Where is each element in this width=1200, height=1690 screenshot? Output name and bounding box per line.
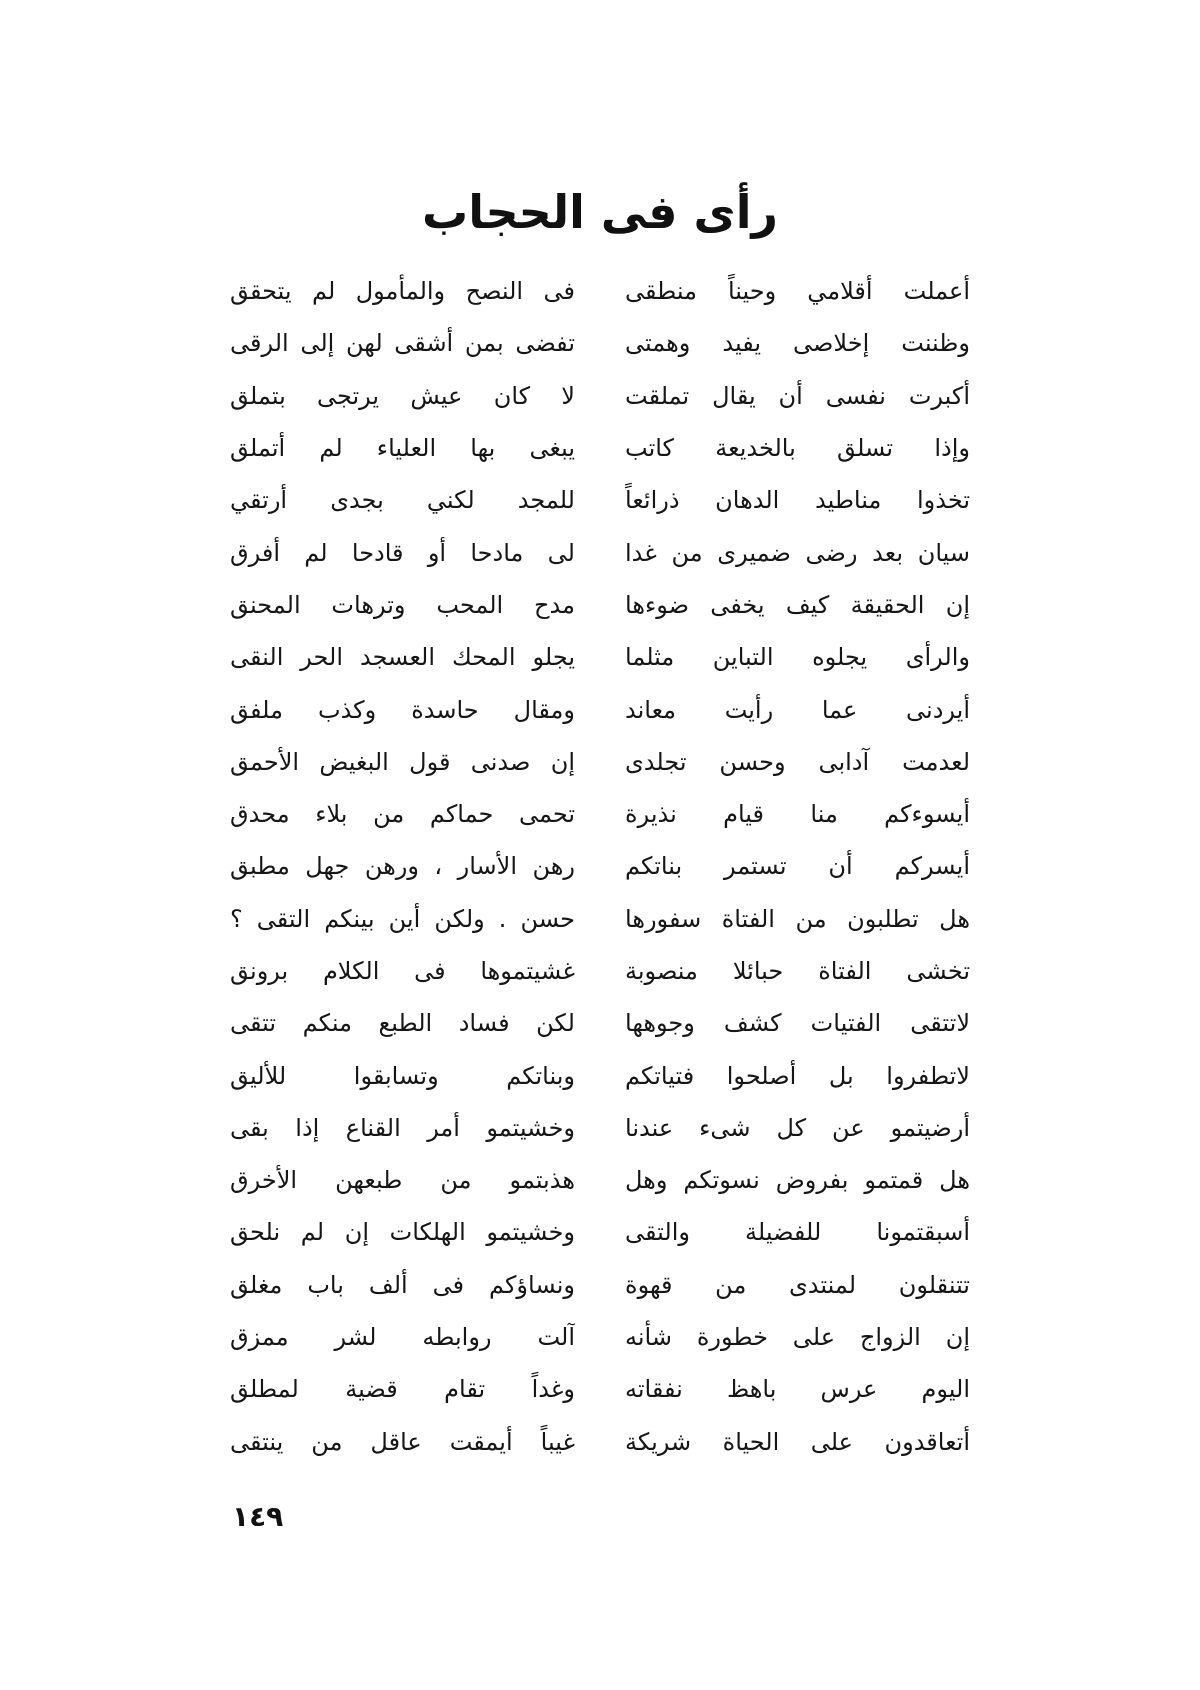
verse-line (230, 683, 970, 735)
verse-second-hemistich: تفضى بمن أشقى لهن إلى الرقى (230, 329, 575, 358)
verse-first-hemistich: اليوم عرس باهظ نفقاته (625, 1375, 970, 1404)
verse-first-hemistich: تخشى الفتاة حبائلا منصوبة (625, 957, 970, 985)
verse-first-hemistich: هل قمتمو بفروض نسوتكم وهل (625, 1166, 970, 1195)
verse-line (230, 474, 970, 526)
verse-second-hemistich: غشيتموها فى الكلام برونق (230, 957, 575, 985)
verse-second-hemistich: لكن فساد الطبع منكم تتقى (230, 1009, 575, 1038)
verse-first-hemistich: إن الحقيقة كيف يخفى ضوءها (625, 590, 970, 619)
verse-second-hemistich: وبناتكم وتسابقوا للأليق (230, 1061, 575, 1090)
verse-line (230, 579, 970, 631)
verse-first-hemistich: والرأى يجلوه التباين مثلما (625, 643, 970, 672)
verse-second-hemistich: ومقال حاسدة وكذب ملفق (230, 695, 575, 724)
verse-first-hemistich: أيسركم أن تستمر بناتكم (625, 852, 970, 881)
verse-line (230, 370, 970, 422)
verse-second-hemistich: إن صدنى قول البغيض الأحمق (230, 747, 575, 776)
verse-first-hemistich: تتنقلون لمنتدى من قهوة (625, 1270, 970, 1299)
verse-second-hemistich: لا كان عيش يرتجى بتملق (230, 381, 575, 410)
verse-second-hemistich: يجلو المحك العسجد الحر النقى (230, 643, 575, 672)
verse-line (230, 1206, 970, 1258)
verse-first-hemistich: لاتطفروا بل أصلحوا فتياتكم (625, 1061, 970, 1090)
verse-first-hemistich: أرضيتمو عن كل شىء عندنا (625, 1113, 970, 1142)
verse-second-hemistich: تحمى حماكم من بلاء محدق (230, 800, 575, 829)
verse-line (230, 1154, 970, 1206)
verse-line (230, 1363, 970, 1415)
verse-second-hemistich: رهن الأسار ، ورهن جهل مطبق (230, 852, 575, 881)
verse-second-hemistich: آلت روابطه لشر ممزق (230, 1323, 575, 1352)
verse-second-hemistich: لى مادحا أو قادحا لم أفرق (230, 538, 575, 567)
verse-first-hemistich: سيان بعد رضى ضميرى من غدا (625, 538, 970, 567)
verse-second-hemistich: للمجد لكني بجدى أرتقي (230, 486, 575, 515)
verse-line (230, 317, 970, 369)
verse-first-hemistich: أيسوءكم منا قيام نذيرة (625, 800, 970, 829)
verse-second-hemistich: وغداً تقام قضية لمطلق (230, 1375, 575, 1404)
verse-line (230, 893, 970, 945)
verse-first-hemistich: هل تطلبون من الفتاة سفورها (625, 904, 970, 933)
verse-line (230, 631, 970, 683)
verse-first-hemistich: أعملت أقلامي وحيناً منطقى (625, 277, 970, 306)
verse-line (230, 1102, 970, 1154)
verse-line (230, 1416, 970, 1468)
verse-first-hemistich: تخذوا مناطيد الدهان ذرائعاً (625, 486, 970, 515)
verse-line (230, 997, 970, 1049)
verse-first-hemistich: وظننت إخلاصى يفيد وهمتى (625, 329, 970, 358)
verse-first-hemistich: أتعاقدون على الحياة شريكة (625, 1427, 970, 1456)
verse-line (230, 265, 970, 317)
verse-first-hemistich: لعدمت آدابى وحسن تجلدى (625, 747, 970, 776)
verse-second-hemistich: يبغى بها العلياء لم أتملق (230, 434, 575, 463)
verse-line (230, 1049, 970, 1101)
page-number: ١٤٩ (232, 1500, 284, 1533)
poem-body (230, 265, 970, 1495)
verse-second-hemistich: هذبتمو من طبعهن الأخرق (230, 1166, 575, 1195)
verse-second-hemistich: حسن . ولكن أين بينكم التقى ؟ (230, 904, 575, 933)
verse-second-hemistich: ونساؤكم فى ألف باب مغلق (230, 1270, 575, 1299)
verse-first-hemistich: أسبقتمونا للفضيلة والتقى (625, 1218, 970, 1247)
verse-line (230, 1259, 970, 1311)
verse-second-hemistich: غيباً أيمقت عاقل من ينتقى (230, 1427, 575, 1456)
verse-first-hemistich: أيردنى عما رأيت معاند (625, 695, 970, 724)
verse-first-hemistich: وإذا تسلق بالخديعة كاتب (625, 434, 970, 463)
verse-line (230, 945, 970, 997)
verse-first-hemistich: إن الزواج على خطورة شأنه (625, 1323, 970, 1352)
verse-line (230, 422, 970, 474)
verse-line (230, 788, 970, 840)
verse-line (230, 840, 970, 892)
verse-line (230, 526, 970, 578)
verse-line (230, 1311, 970, 1363)
verse-second-hemistich: فى النصح والمأمول لم يتحقق (230, 277, 575, 306)
verse-second-hemistich: وخشيتمو الهلكات إن لم نلحق (230, 1218, 575, 1247)
verse-first-hemistich: أكبرت نفسى أن يقال تملقت (625, 381, 970, 410)
verse-line (230, 736, 970, 788)
verse-second-hemistich: مدح المحب وترهات المحنق (230, 590, 575, 619)
verse-first-hemistich: لاتتقى الفتيات كشف وجوهها (625, 1009, 970, 1038)
poem-title: رأى فى الحجاب (422, 185, 778, 239)
verse-second-hemistich: وخشيتمو أمر القناع إذا بقى (230, 1113, 575, 1142)
